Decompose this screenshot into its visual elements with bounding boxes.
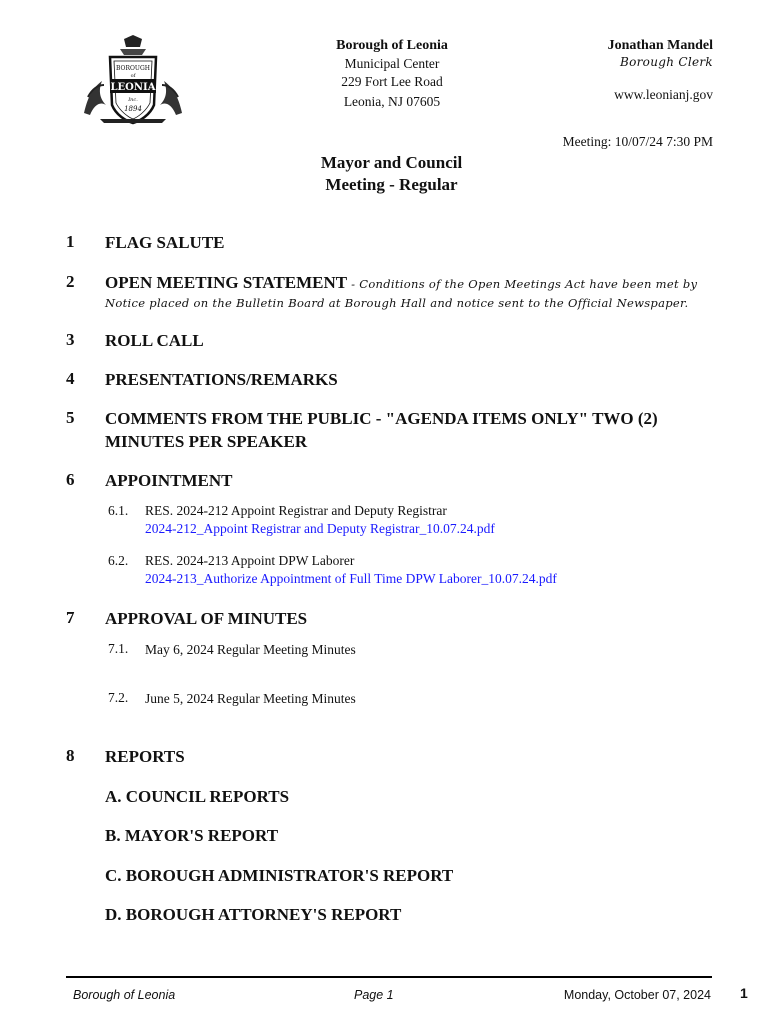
item-number: 3 — [66, 330, 75, 349]
seal-year-text: 1894 — [124, 105, 142, 113]
page-title — [250, 152, 533, 196]
title-line-1: Mayor and Council — [320, 153, 463, 172]
report-council: A. COUNCIL REPORTS — [105, 787, 290, 806]
footer-page: Page 1 — [354, 988, 394, 1002]
item-number: 8 — [66, 746, 75, 765]
footer-org: Borough of Leonia — [73, 988, 176, 1002]
borough-seal-logo — [80, 35, 186, 125]
public-comments-line-2: MINUTES PER SPEAKER — [105, 432, 308, 451]
item-number: 1 — [66, 232, 75, 251]
sub-item-may-minutes: May 6, 2024 Regular Meeting Minutes — [145, 642, 356, 657]
public-comments-line-1: COMMENTS FROM THE PUBLIC - "AGENDA ITEMS ONLY" TWO (2) — [105, 409, 658, 428]
seal-of-text: of — [130, 73, 136, 79]
item-heading-flag-salute: FLAG SALUTE — [105, 233, 225, 252]
address-line-1: Municipal Center — [344, 56, 440, 71]
item-heading-appointment: APPOINTMENT — [105, 471, 233, 490]
sub-item-number: 6.1. — [108, 503, 129, 518]
sub-item-june-minutes: June 5, 2024 Regular Meeting Minutes — [145, 691, 356, 706]
report-mayor: B. MAYOR'S REPORT — [105, 826, 279, 845]
sub-item-text: RES. 2024-212 Appoint Registrar and Deputy Registrar — [145, 503, 447, 518]
header-address-block — [300, 37, 484, 111]
item-heading-presentations: PRESENTATIONS/REMARKS — [105, 370, 338, 389]
open-meeting-note-line-1: - Conditions of the Open Meetings Act have been met by — [351, 277, 698, 291]
address-line-3: Leonia, NJ 07605 — [343, 94, 441, 109]
website-link[interactable]: www.leonianj.gov — [614, 87, 713, 102]
report-administrator: C. BOROUGH ADMINISTRATOR'S REPORT — [105, 866, 454, 885]
meeting-datetime: Meeting: 10/07/24 7:30 PM — [562, 134, 713, 149]
item-number: 2 — [66, 272, 75, 291]
clerk-name: Jonathan Mandel — [607, 38, 713, 53]
pdf-link-2024-212[interactable]: 2024-212_Appoint Registrar and Deputy Registrar_10.07.24.pdf — [145, 521, 495, 536]
open-meeting-note-line-2: Notice placed on the Bulletin Board at Borough Hall and notice sent to the Official Newspaper. — [105, 296, 689, 310]
sub-item-res-2024-213 — [145, 552, 557, 588]
sub-item-text: RES. 2024-213 Appoint DPW Laborer — [145, 553, 355, 568]
clerk-title: Borough Clerk — [620, 55, 713, 69]
header-clerk-block — [530, 37, 713, 103]
item-heading-roll-call: ROLL CALL — [105, 331, 204, 350]
seal-name-text: LEONIA — [110, 82, 156, 93]
item-heading-open-meeting: OPEN MEETING STATEMENT — [105, 273, 347, 292]
org-name: Borough of Leonia — [336, 38, 448, 53]
item-heading-public-comments — [105, 407, 725, 453]
pdf-link-2024-213[interactable]: 2024-213_Authorize Appointment of Full Time DPW Laborer_10.07.24.pdf — [145, 571, 557, 586]
sub-item-number: 7.1. — [108, 641, 129, 656]
sub-item-number: 7.2. — [108, 690, 129, 705]
title-line-2: Meeting - Regular — [325, 175, 458, 194]
item-open-meeting-statement — [105, 271, 715, 296]
sub-item-res-2024-212 — [145, 502, 495, 538]
seal-top-text: BOROUGH — [116, 65, 150, 72]
footer-date: Monday, October 07, 2024 — [563, 988, 711, 1002]
item-number: 6 — [66, 470, 75, 489]
sub-item-number: 6.2. — [108, 553, 129, 568]
item-heading-approval-of-minutes: APPROVAL OF MINUTES — [105, 609, 308, 628]
seal-inc-text: Inc. — [128, 97, 138, 103]
report-attorney: D. BOROUGH ATTORNEY'S REPORT — [105, 905, 402, 924]
footer-divider — [66, 976, 712, 978]
page-number: 1 — [740, 985, 748, 1001]
address-line-2: 229 Fort Lee Road — [341, 74, 443, 89]
item-number: 5 — [66, 408, 75, 427]
item-number: 4 — [66, 369, 75, 388]
item-heading-reports: REPORTS — [105, 747, 185, 766]
item-number: 7 — [66, 608, 75, 627]
